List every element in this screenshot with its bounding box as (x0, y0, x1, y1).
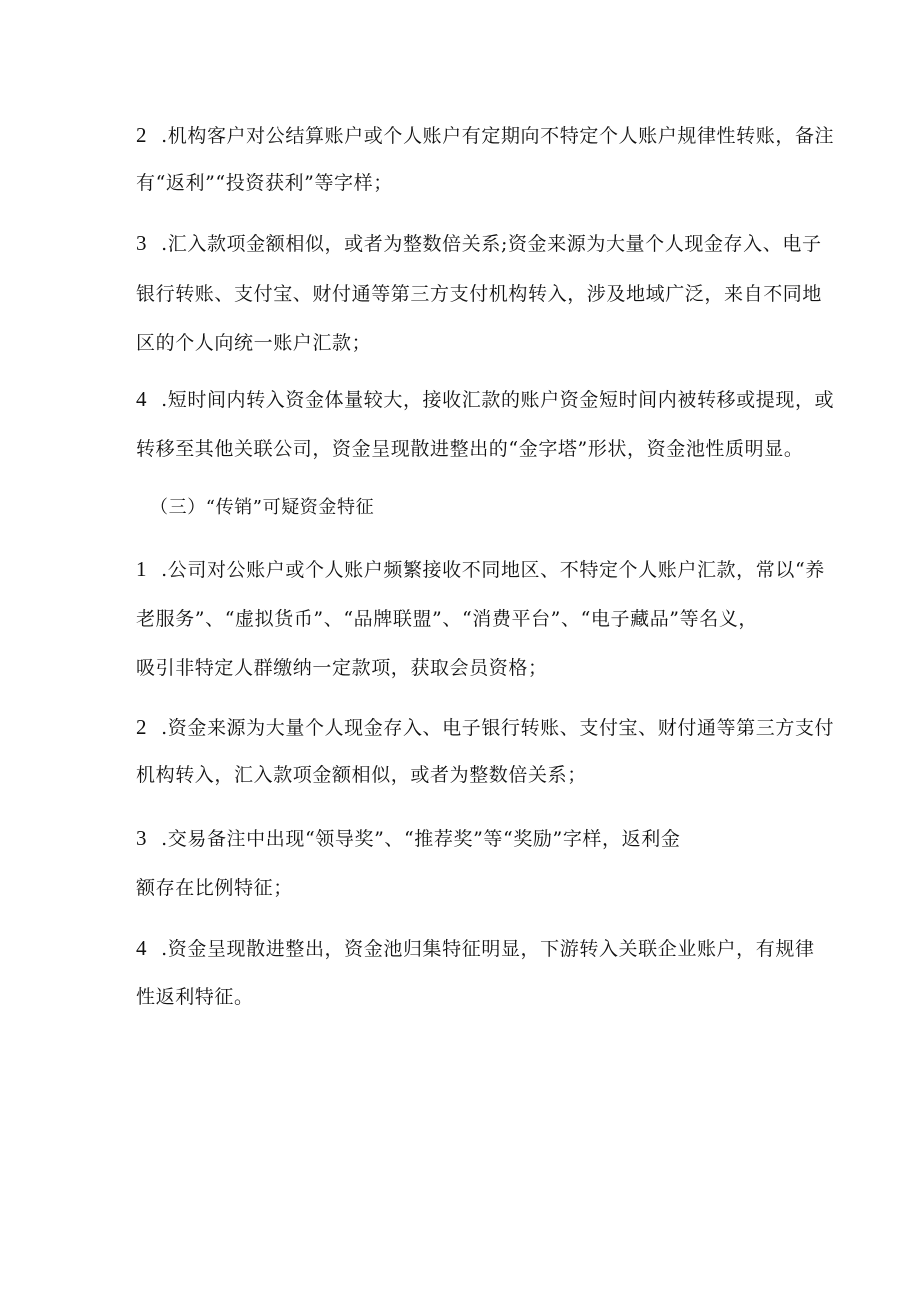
paragraph-3-line-1 (136, 229, 822, 258)
s3-paragraph-2-line-1 (136, 713, 834, 742)
s3-paragraph-2-line-2: 机构转入，汇入款项金额相似，或者为整数倍关系； (136, 764, 587, 786)
paragraph-text: .短时间内转入资金体量较大，接收汇款的账户资金短时间内被转移或提现，或 (161, 389, 835, 411)
item-number: 4 (136, 387, 148, 411)
item-number: 4 (136, 936, 148, 960)
s3-paragraph-3-line-2: 额存在比例特征； (136, 877, 293, 899)
paragraph-4-line-1 (136, 385, 834, 414)
item-number: 2 (136, 715, 148, 739)
item-number: 3 (136, 826, 148, 850)
paragraph-3-line-3: 区的个人向统一账户汇款； (136, 332, 372, 354)
item-number: 2 (136, 123, 148, 147)
s3-paragraph-4-line-1 (136, 934, 815, 963)
paragraph-text: .资金呈现散进整出，资金池归集特征明显，下游转入关联企业账户，有规律 (161, 938, 815, 960)
paragraph-2-line-1 (136, 121, 834, 150)
paragraph-text: .汇入款项金额相似，或者为整数倍关系;资金来源为大量个人现金存入、电子 (161, 233, 822, 255)
paragraph-4-line-2: 转移至其他关联公司，资金呈现散进整出的“金字塔”形状，资金池性质明显。 (136, 438, 804, 460)
s3-paragraph-3-line-1 (136, 824, 680, 853)
paragraph-text: .交易备注中出现“领导奖”、“推荐奖”等“奖励”字样，返利金 (161, 828, 681, 850)
s3-paragraph-1-line-3: 吸引非特定人群缴纳一定款项，获取会员资格； (136, 657, 548, 679)
section-heading: （三）“传销”可疑资金特征 (150, 497, 375, 518)
paragraph-text: .机构客户对公结算账户或个人账户有定期向不特定个人账户规律性转账，备注 (161, 125, 835, 147)
s3-paragraph-4-line-2: 性返利特征。 (136, 986, 254, 1008)
paragraph-text: .公司对公账户或个人账户频繁接收不同地区、不特定个人账户汇款，常以“养 (161, 559, 825, 581)
s3-paragraph-1-line-2: 老服务”、“虚拟货币”、“品牌联盟”、“消费平台”、“电子藏品”等名义， (136, 608, 759, 630)
item-number: 3 (136, 231, 148, 255)
paragraph-3-line-2: 银行转账、支付宝、财付通等第三方支付机构转入，涉及地域广泛，来自不同地 (136, 283, 823, 305)
paragraph-2-line-2: 有“返利”“投资获利”等字样； (136, 172, 393, 194)
item-number: 1 (136, 557, 148, 581)
paragraph-text: .资金来源为大量个人现金存入、电子银行转账、支付宝、财付通等第三方支付 (161, 717, 835, 739)
s3-paragraph-1-line-1 (136, 555, 825, 584)
